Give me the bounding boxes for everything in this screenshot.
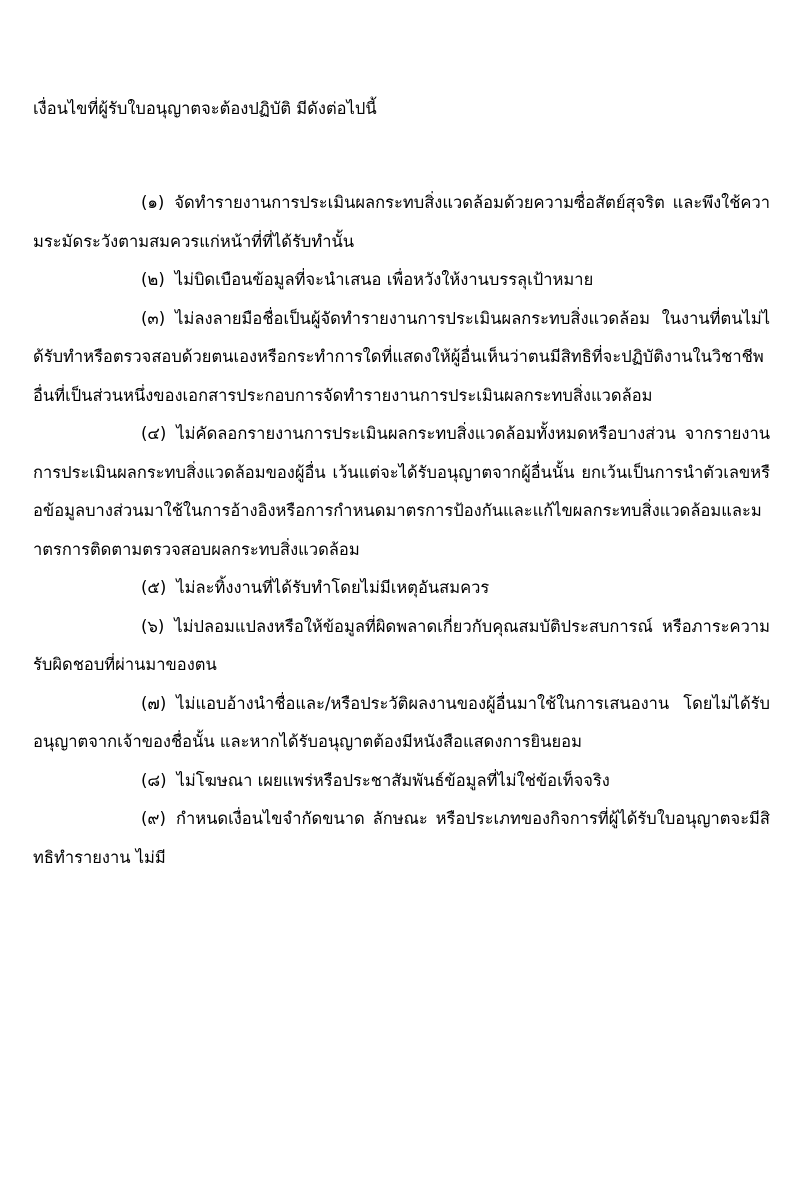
intro-line: เงื่อนไขที่ผู้รับใบอนุญาตจะต้องปฏิบัติ มีดังต่อไปนี้ [33,99,377,118]
condition-number: (๘) [141,770,167,790]
condition-item [33,569,770,608]
condition-text: กำหนดเงื่อนไขจำกัดขนาด ลักษณะ หรือประเภทของกิจการที่ผู้ได้รับใบอนุญาตจะมีสิทธิทำรายงาน ไม่มี [33,809,770,867]
condition-item [33,685,770,762]
condition-text: ไม่บิดเบือนข้อมูลที่จะนำเสนอ เพื่อหวังให้งานบรรลุเป้าหมาย [174,270,594,289]
condition-text: ไม่ปลอมแปลงหรือให้ข้อมูลที่ผิดพลาดเกี่ยวกับคุณสมบัติประสบการณ์ หรือภาระความรับผิดชอบที่ผ่านมาของตน [33,616,770,674]
condition-text: จัดทำรายงานการประเมินผลกระทบสิ่งแวดล้อมด้วยความซื่อสัตย์สุจริต และพึงใช้ความระมัดระวังตามสมควรแก่หน้าที่ที่ได้รับทำนั้น [33,193,770,251]
condition-text: ไม่โฆษณา เผยแพร่หรือประชาสัมพันธ์ข้อมูลที่ไม่ใช่ข้อเท็จจริง [176,770,610,790]
condition-number: (๖) [141,616,165,636]
condition-item [33,300,770,416]
condition-item [33,762,770,801]
condition-number: (๔) [141,424,167,443]
conditions-list [33,184,770,877]
condition-item [33,184,770,261]
condition-number: (๕) [141,578,167,597]
condition-text: ไม่ลงลายมือชื่อเป็นผู้จัดทำรายงานการประเมินผลกระทบสิ่งแวดล้อม ในงานที่ตนไม่ได้รับทำหรือตรวจสอบด้วยตนเองหรือกระทำการใดที่แสดงให้ผู้อื่นเห็นว่าตนมีสิทธิที่จะปฏิบัติงานในวิชาชีพอื่นที่เป็นส่วนหนึ่งของเอกสารประกอบการจัดทำรายงานการประเมินผลกระทบสิ่งแวดล้อม [33,308,770,405]
condition-text: ไม่แอบอ้างนำชื่อและ/หรือประวัติผลงานของผู้อื่นมาใช้ในการเสนองาน โดยไม่ได้รับอนุญาตจากเจ้าของชื่อนั้น และหากได้รับอนุญาตต้องมีหนังสือแสดงการยินยอม [33,693,770,751]
condition-number: (๓) [141,308,166,328]
condition-number: (๑) [141,193,165,212]
condition-text: ไม่ละทิ้งงานที่ได้รับทำโดยไม่มีเหตุอันสมควร [176,578,490,597]
condition-item [33,415,770,569]
condition-text: ไม่คัดลอกรายงานการประเมินผลกระทบสิ่งแวดล้อมทั้งหมดหรือบางส่วน จากรายงานการประเมินผลกระทบสิ่งแวดล้อมของผู้อื่น เว้นแต่จะได้รับอนุญาตจากผู้อื่นนั้น ยกเว้นเป็นการนำตัวเลขหรือข้อมูลบางส่วนมาใช้ในการอ้างอิงหรือการกำหนดมาตรการป้องกันและแก้ไขผลกระทบสิ่งแวดล้อมและมาตรการติดตามตรวจสอบผลกระทบสิ่งแวดล้อม [33,424,770,559]
condition-item [33,608,770,685]
condition-item [33,800,770,877]
condition-number: (๙) [141,809,166,828]
condition-number: (๗) [141,693,167,713]
condition-item [33,261,770,300]
condition-number: (๒) [141,270,165,289]
